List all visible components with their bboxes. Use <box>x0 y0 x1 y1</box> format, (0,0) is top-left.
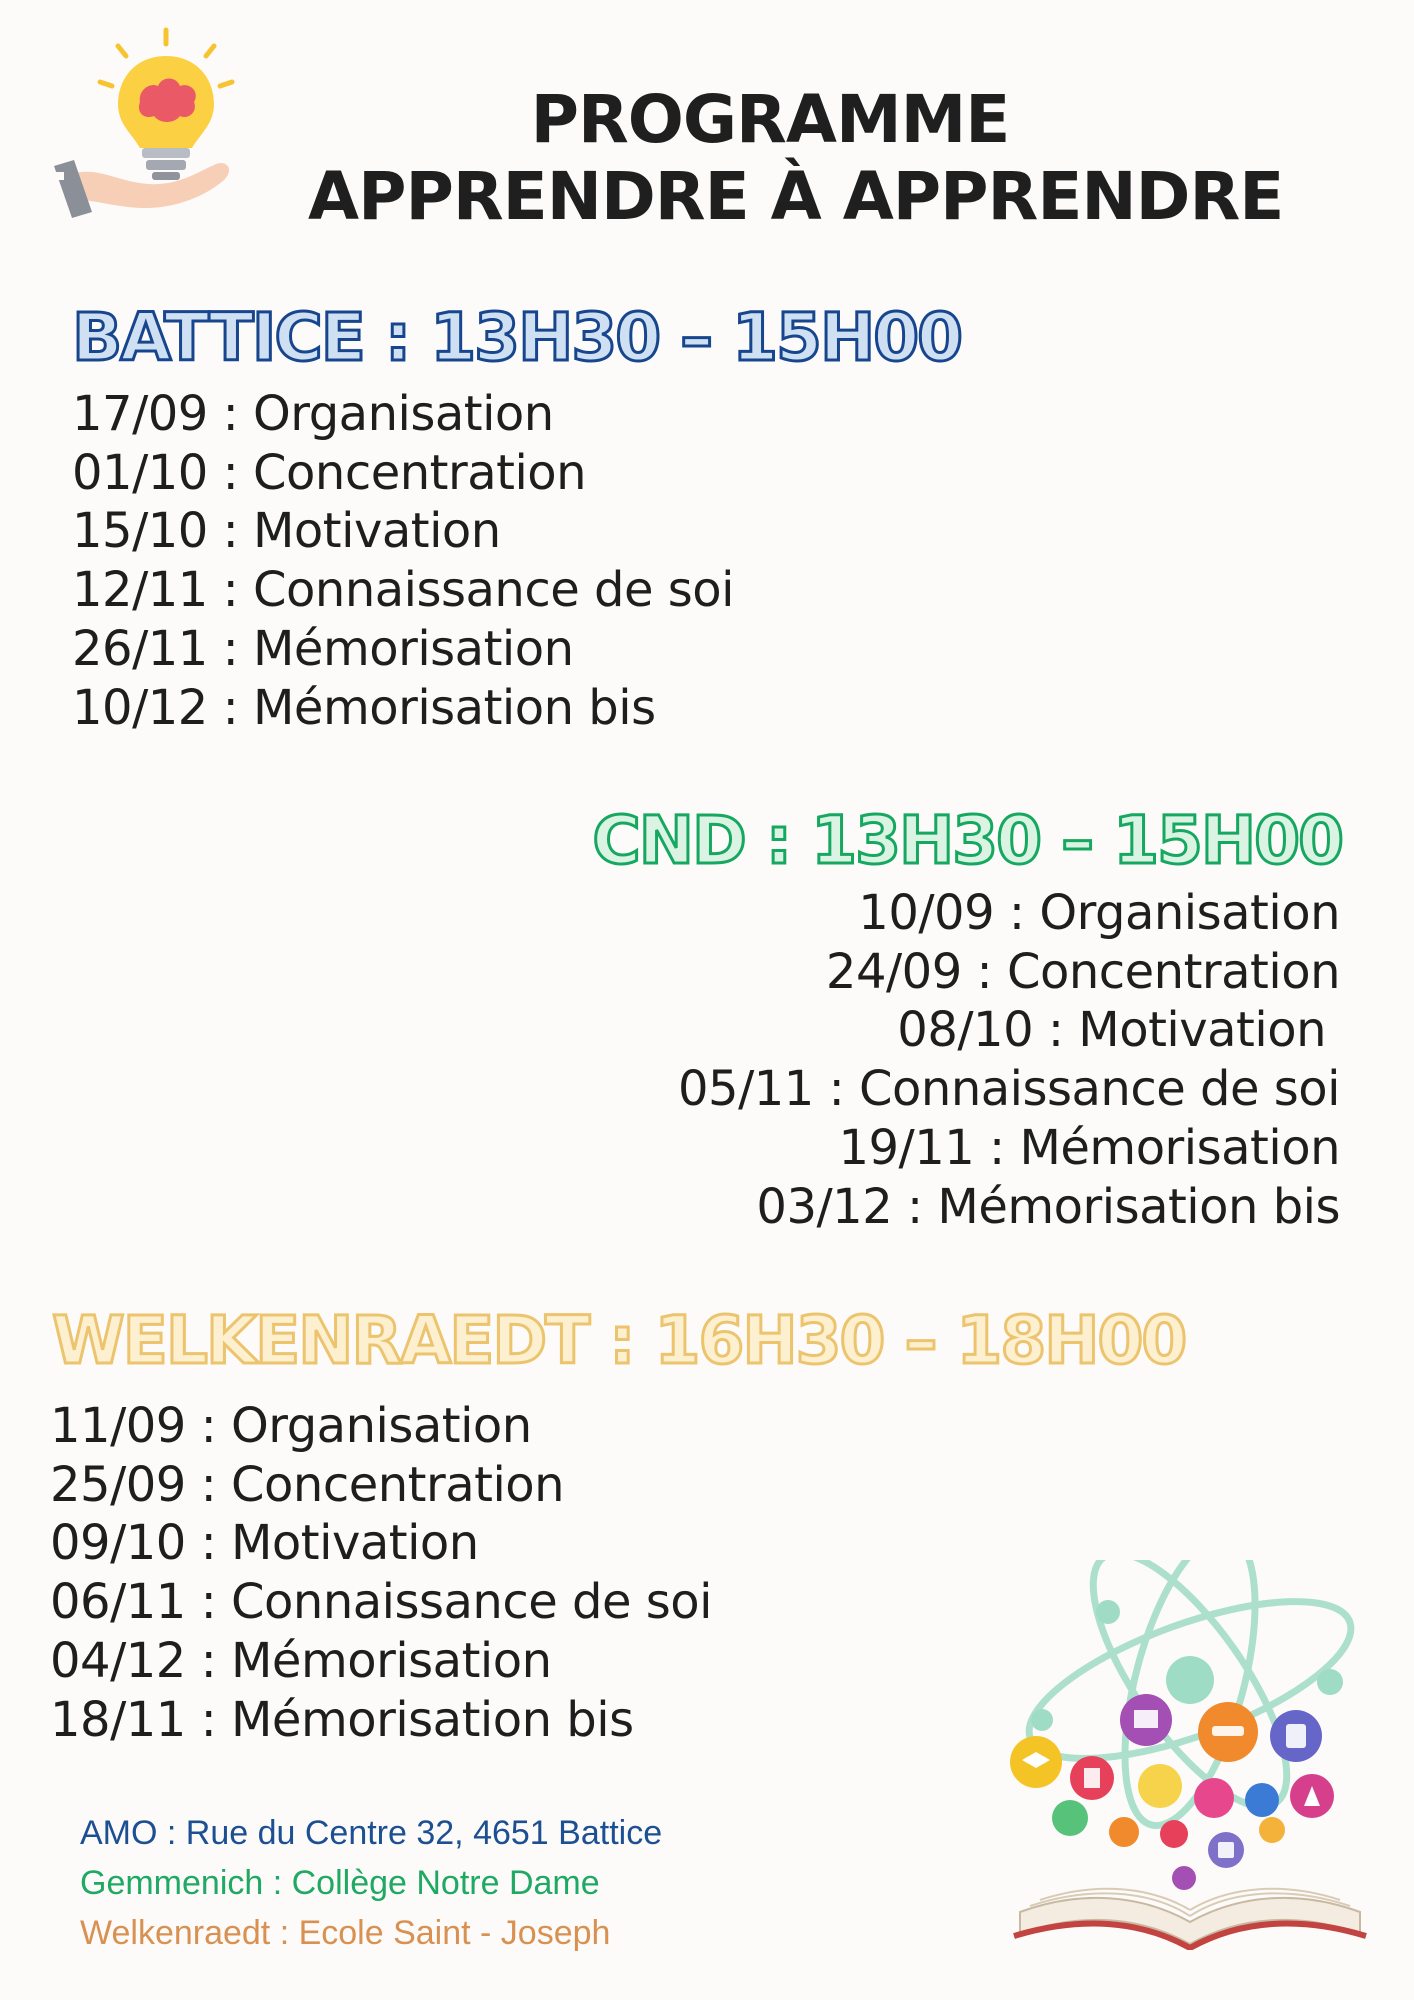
welkenraedt-session-list <box>50 1397 712 1749</box>
session-item: 11/09 : Organisation <box>50 1398 532 1454</box>
session-item: 09/10 : Motivation <box>50 1515 479 1572</box>
title-apprendre: APPRENDRE À APPRENDRE <box>308 158 1284 235</box>
session-item: 01/10 : Concentration <box>72 444 587 501</box>
lightbulb-brain-hand-icon <box>48 24 238 234</box>
battice-heading: BATTICE : 13H30 – 15H00 <box>72 299 962 376</box>
session-item: 12/11 : Connaissance de soi <box>72 562 734 619</box>
title-programme: PROGRAMME <box>530 81 1010 158</box>
session-item: 26/11 : Mémorisation <box>72 620 574 677</box>
cnd-session-list <box>678 884 1340 1236</box>
address-welkenraedt: Welkenraedt : Ecole Saint - Joseph <box>80 1914 611 1952</box>
session-item: 08/10 : Motivation <box>897 1002 1326 1059</box>
session-item: 18/11 : Mémorisation bis <box>50 1691 634 1748</box>
session-item: 17/09 : Organisation <box>72 386 554 442</box>
session-item: 10/09 : Organisation <box>858 885 1340 941</box>
battice-session-list <box>72 385 734 737</box>
science-atom-book-icon <box>1000 1560 1380 1950</box>
address-amo: AMO : Rue du Centre 32, 4651 Battice <box>80 1814 663 1852</box>
welkenraedt-heading: WELKENRAEDT : 16H30 – 18H00 <box>52 1302 1186 1379</box>
page-title <box>290 82 1290 236</box>
session-item: 24/09 : Concentration <box>825 943 1340 1000</box>
address-gemmenich: Gemmenich : Collège Notre Dame <box>80 1864 600 1902</box>
session-item: 25/09 : Concentration <box>50 1456 565 1513</box>
cnd-heading: CND : 13H30 – 15H00 <box>592 802 1342 879</box>
session-item: 10/12 : Mémorisation bis <box>72 679 656 736</box>
session-item: 04/12 : Mémorisation <box>50 1632 552 1689</box>
session-item: 03/12 : Mémorisation bis <box>756 1178 1340 1235</box>
session-item: 05/11 : Connaissance de soi <box>678 1061 1340 1118</box>
address-block <box>80 1808 662 1958</box>
session-item: 15/10 : Motivation <box>72 503 501 560</box>
session-item: 19/11 : Mémorisation <box>838 1119 1340 1176</box>
session-item: 06/11 : Connaissance de soi <box>50 1574 712 1631</box>
